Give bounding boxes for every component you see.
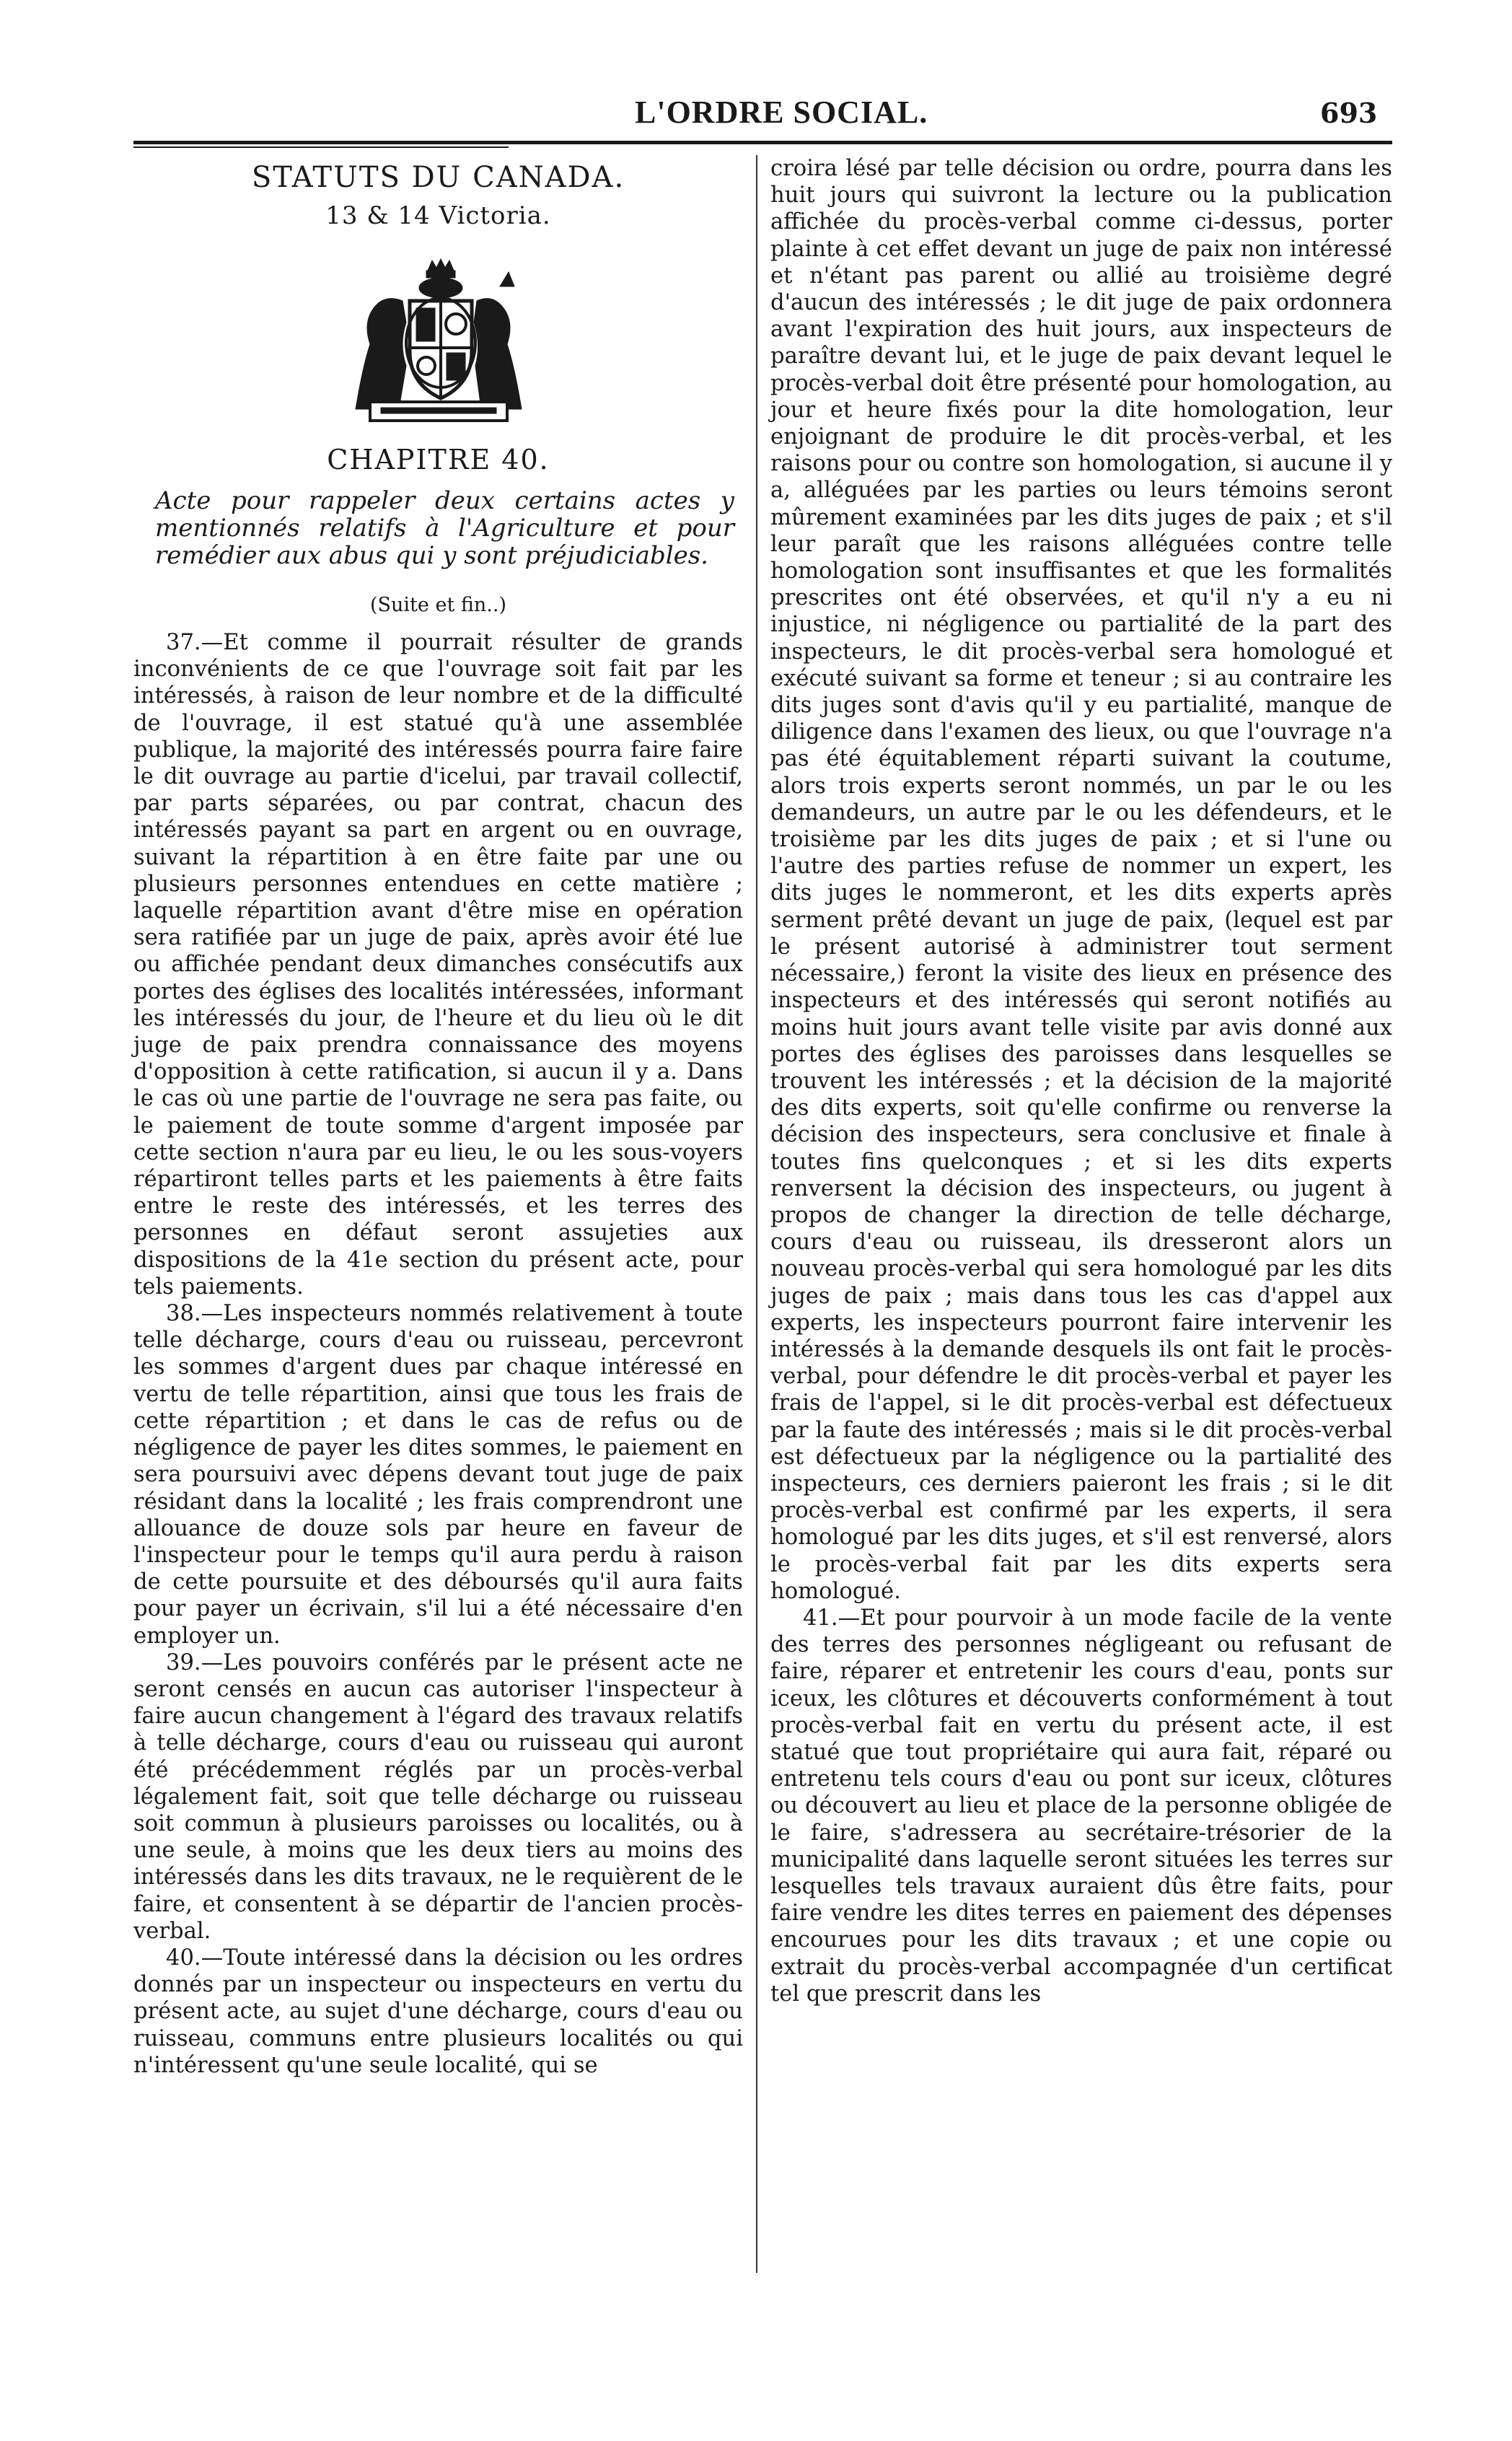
- header-rule-thin: [133, 146, 509, 148]
- act-title: Acte pour rappeler deux certains actes y mentionnés relatifs à l'Agriculture et pour remédier aux abus qui y sont préjudiciables.: [155, 486, 734, 570]
- section-41: 41.—Et pour pourvoir à un mode facile de la vente des terres des personnes négligeant ou refusant de faire, réparer et entretenir les cours d'eau, ponts sur iceux, les clôtures et découverts conformément à tout procès-verbal fait en vertu du présent acte, il est statué que tout propriétaire qui aura fait, réparé ou entretenu tels cours d'eau ou pont sur iceux, clôtures ou découvert au lieu et place de la personne obligée de le faire, s'adressera au secrétaire-trésorier de la municipalité dans laquelle seront situées les terres sur lesquelles tels travaux auraient dûs être faits, pour faire vendre les dites terres en paiement des dépenses encourues pour les dits travaux ; et une copie ou extrait du procès-verbal accompagnée d'un certificat tel que prescrit dans les: [770, 1605, 1392, 2007]
- running-head: [0, 94, 1512, 137]
- left-column: [133, 155, 743, 2079]
- page-number: 693: [1320, 97, 1378, 129]
- section-37: 37.—Et comme il pourrait résulter de grands inconvénients de ce que l'ouvrage soit fait par les intéressés, à raison de leur nombre et de la difficulté de l'ouvrage, il est statué qu'à une assemblée publique, la majorité des intéressés pourra faire faire le dit ouvrage au partie d'icelui, par travail collectif, par parts séparées, ou par contrat, chacun des intéressés payant sa part en argent ou en ouvrage, suivant la répartition à en être faite par une ou plusieurs personnes entendues en cette matière ; laquelle répartition avant d'être mise en opération sera ratifiée par un juge de paix, après avoir été lue ou affichée pendant deux dimanches consécutifs aux portes des églises des localités intéressées, informant les intéressés du jour, de l'heure et du lieu où le dit juge de paix prendra connaissance des moyens d'opposition à cette ratification, si aucun il y a. Dans le cas où une partie de l'ouvrage ne sera pas faite, ou le paiement de toute somme d'argent imposée par cette section n'aura par eu lieu, le ou les sous-voyers répartiront telles parts et les paiements à être faits entre le reste des intéressés, et les terres des personnes en défaut seront assujeties aux dispositions de la 41e section du présent acte, pour tels paiements.: [133, 630, 743, 1300]
- statute-title: STATUTS DU CANADA.: [251, 161, 625, 194]
- column-divider: [756, 155, 757, 2273]
- right-column: [770, 155, 1392, 2007]
- header-rule: [133, 141, 1392, 144]
- royal-coat-of-arms-icon: [341, 258, 536, 431]
- chapter-heading: CHAPITRE 40.: [327, 444, 550, 476]
- section-40: 40.—Toute intéressé dans la décision ou les ordres donnés par un inspecteur ou inspecteurs en vertu du présent acte, au sujet d'une décharge, cours d'eau ou ruisseau, communs entre plusieurs localités ou qui n'intéressent qu'une seule localité, qui se: [133, 1945, 743, 2078]
- section-38: 38.—Les inspecteurs nommés relativement à toute telle décharge, cours d'eau ou ruisseau, percevront les sommes d'argent dues par chaque intéressé en vertu de telle répartition, ainsi que tous les frais de cette répartition ; et dans le cas de refus ou de négligence de payer les dites sommes, le paiement en sera poursuivi avec dépens devant tout juge de paix résidant dans la localité ; les frais comprendront une allouance de douze sols par heure en faveur de l'inspecteur pour le temps qu'il aura perdu à raison de cette poursuite et des déboursés qu'il aura faits pour payer un écrivain, s'il lui a été nécessaire d'en employer un.: [133, 1301, 743, 1649]
- continuation-note: (Suite et fin..): [370, 594, 506, 616]
- section-39: 39.—Les pouvoirs conférés par le présent acte ne seront censés en aucun cas autoriser l'inspecteur à faire aucun changement à l'égard des travaux relatifs à telle décharge, cours d'eau ou ruisseau qui auront été précédemment réglés par un procès-verbal légalement fait, soit que telle décharge ou ruisseau soit commun à plusieurs paroisses ou localités, ou à une seule, à moins que les deux tiers au moins des intéressés dans les dits travaux, ne le requièrent de le faire, et consentent à se départir de l'ancien procès-verbal.: [133, 1649, 743, 1944]
- running-title: L'ORDRE SOCIAL.: [635, 95, 928, 130]
- section-40-continued: croira lésé par telle décision ou ordre, pourra dans les huit jours qui suivront la lecture ou la publication affichée du procès-verbal comme ci-dessus, porter plainte à cet effet devant un juge de paix non intéressé et n'étant pas parent ou allié au troisième degré d'aucun des intéressés ; le dit juge de paix ordonnera avant l'expiration des huit jours, aux inspecteurs de paraître devant lui, et le juge de paix devant lequel le procès-verbal doit être présenté pour homologation, au jour et heure fixés pour la dite homologation, leur enjoignant de produire le dit procès-verbal, et les raisons pour ou contre son homologation, si aucune il y a, alléguées par les parties ou leurs témoins seront mûrement examinées par les dits juges de paix ; et s'il leur paraît que les raisons alléguées contre telle homologation sont insuffisantes et que les formalités prescrites ont été observées, et qu'il n'y a eu ni injustice, ni négligence ou partialité de la part des inspecteurs, le dit procès-verbal sera homologué et exécuté suivant sa forme et teneur ; si au contraire les dits juges sont d'avis qu'il y eu partialité, manque de diligence dans l'examen des lieux, ou que l'ouvrage n'a pas été équitablement réparti suivant la coutume, alors trois experts seront nommés, un par le ou les demandeurs, un autre par le ou les défendeurs, et le troisième par les dits juges de paix ; et si l'une ou l'autre des parties refuse de nommer un expert, les dits juges le nommeront, et les dits experts après serment prêté devant un juge de paix, (lequel est par le présent autorisé à administrer tout serment nécessaire,) feront la visite des lieux en présence des inspecteurs et des intéressés qui seront notifiés au moins huit jours avant telle visite par avis donné aux portes des églises des paroisses dans lesquelles se trouvent les intéressés ; et la décision de la majorité des dits experts, soit qu'elle confirme ou renverse la décision des inspecteurs, sera conclusive et finale à toutes fins quelconques ; et si les dits experts renversent la décision des inspecteurs, ou jugent à propos de changer la direction de telle décharge, cours d'eau ou ruisseau, ils dresseront alors un nouveau procès-verbal qui sera homologué par les dits juges de paix ; mais dans tous les cas d'appel aux experts, les inspecteurs pourront faire intervenir les intéressés à la demande desquels ils ont fait le procès-verbal, pour défendre le dit procès-verbal et payer les frais de l'appel, si le dit procès-verbal est défectueux par la faute des intéressés ; mais si le dit procès-verbal est défectueux par la négligence ou la partialité des inspecteurs, ces derniers paieront les frais ; si le dit procès-verbal est confirmé par les experts, il sera homologué par les dits juges, et s'il est renversé, alors le procès-verbal fait par les dits experts sera homologué.: [770, 156, 1392, 1604]
- statute-session: 13 & 14 Victoria.: [325, 201, 551, 230]
